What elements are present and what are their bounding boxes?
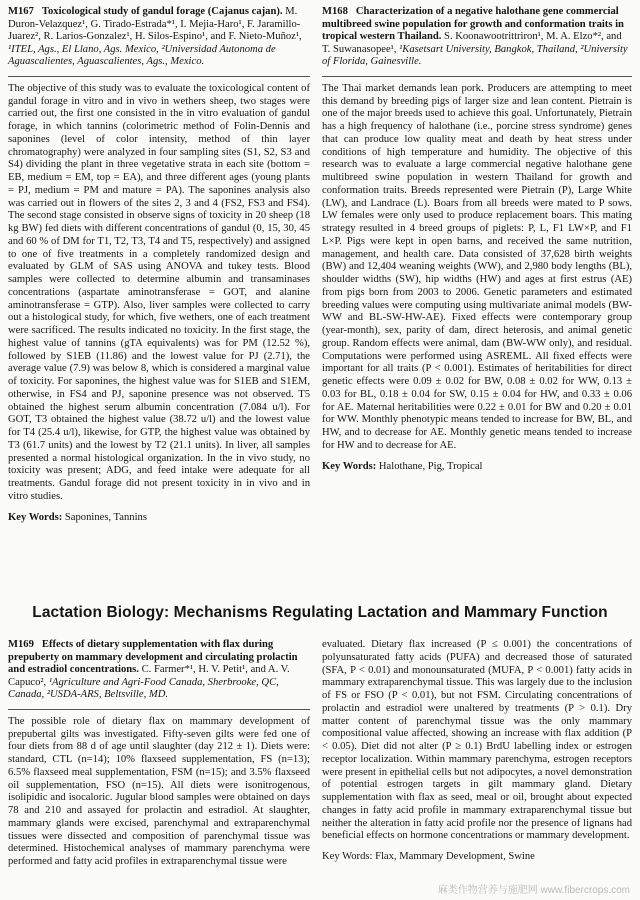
abstract-body: The Thai market demands lean pork. Producers are attempting to meet this demand by breeding pigs of larger size and lean content. Pietrain is one of the major breeds used to achieve this goal. Unfortunately, Pietrain has a high frequency of halothane (i.e., porcine stress syndrome) genes that can produce low quality meat and death by heat stress under conditions of high temperature and humidity. The objective of this research was to evaluate a large commercial negative halothane gene multibreed swine population in western Thailand for growth and conformation traits. Breeds represented were Pietrain (P), Large White (LW), and Landrace (L). Boars from all breeds were mated to P sows. LW females were only used to produce replacement boars. This mating strategy resulted in 4 breed groups of piglets: P, L, F1 LW×P, and F1 L×P. Pigs were kept in open barns, and received the same nutrition, management, and health care. Data consisted of 37,628 birth weights (BW) and 12,404 weaning weights (WW), and 2,980 body lengths (BL), shoulder widths (SW), hip widths (HW) and ages at first estrus (AE) from pigs born from 2003 to 2006. Genetic parameters and estimated breeding values were computing using multivariate animal models (BW-WW and BL-SW-HW-AE). Fixed effects were contemporary group (year-month), sex, parity of dam, direct heterosis, and animal genetic group. Random effects were animal, dam (BW-WW only), and residual. Computations were performed using ASREML. All fixed effects were important for all traits (P < 0.001). Estimates of heritabilities for direct genetic effects were 0.09 ± 0.02 for BW, 0.08 ± 0.02 for WW, 0.13 ± 0.03 for BL, 0.18 ± 0.04 for SW, 0.15 ± 0.04 for HW, and 0.33 ± 0.06 for AE. Maternal heritabilities were 0.22 ± 0.01 for BW and 0.20 ± 0.01 for WW. Monthly phenotypic means tended to increase for BW, BL, and HW, and to decrease for AE. Monthly genetic means tended to increase for HW and to decrease for AE. bbox=[322, 82, 632, 451]
keywords-values: Saponines, Tannins bbox=[64, 511, 147, 523]
section-heading: Lactation Biology: Mechanisms Regulating Lactation and Mammary Function bbox=[32, 604, 608, 621]
keywords-partial: Key Words: Flax, Mammary Development, Swine bbox=[322, 851, 535, 862]
keywords-label: Key Words: bbox=[8, 511, 63, 523]
abstract-affiliation: ¹Kasetsart University, Bangkok, Thailand, ²University of Florida, Gainesville. bbox=[322, 43, 628, 68]
abstract-body-right: evaluated. Dietary flax increased (P ≤ 0.001) the concentrations of polyunsaturated fatty acids (PUFA) and decreased those of saturated (SFA, P < 0.01) and monounsaturated (MUFA, P < 0.001) fatty acids in mammary extraparenchymal tissue. This was largely due to the inclusion of FS or FSO (P < 0.01), but not FSM. Circulating concentrations of prolactin and estradiol were unaltered by treatments (P > 0.1). Dry matter content of parenchymal tissue was the only mammary compositional value affected, showing an increase with flax addition (P < 0.05). Diet did not alter (P ≥ 0.1) BrdU labelling index or estrogen receptor localization. Within mammary parenchyma, estrogen receptors were present in epithelial cells but not adipocytes, a novel demonstration of potential estrogen targets in gilt mammary gland. Dietary supplementation with flax as seed, meal or oil, brought about expected changes in fatty acid profile in mammary extraparenchymal tissue but neither the alteration in fatty acid profile nor the presence of lignans had beneficial effects on hormone concentrations or mammary development. bbox=[322, 639, 632, 842]
abstract-authors: S. Koonawootrittriron¹, M. A. Elzo*², and T. Suwanasopee¹, bbox=[322, 31, 622, 55]
abstract-title: Effects of dietary supplementation with flax during prepuberty on mammary development and circulating prolactin and estradiol concentrations. bbox=[8, 639, 298, 676]
abstract-number: M168 bbox=[322, 6, 348, 17]
abstract-m169 bbox=[8, 639, 310, 869]
abstract-m167 bbox=[8, 6, 310, 523]
keywords-values: Halothane, Pig, Tropical bbox=[378, 460, 483, 472]
abstract-number: M169 bbox=[8, 639, 34, 650]
divider bbox=[8, 709, 310, 710]
abstract-body: The objective of this study was to evaluate the toxicological content of gandul forage in vitro and in vivo in wethers sheep, two stages were carried out, the first one consisted in the in vitro evaluation of gandul forage, in which tannins (colorimetric method of Folin-Dennis and saponines (level of color intensity, method of thin layer chromatography) were analyzed in four sampling sites (S1, S2, S3 and S4) dividing the plant in three vegetative strata in each site (bottom = EB, medium = EM, top = EA), and three different ages (young plants = PJ, medium = PM and mature = PA). The saponines analysis also was carried out in flowers of the sites 2, 3 and 4 (FS2, FS3 and FS4). The second stage consisted in observe signs of toxicity in 20 sheep (18 kg BW) fed diets with different concentrations of gandul (0, 15, 30, 45 and 60 % of DM for T1, T2, T3, T4 and T5, respectively) and assigned to one of five treatments in a completely randomized design and evaluated by GLM of SAS using ANOVA and tukey tests. Blood samples were collected to determine albumin and transaminases concentrations (aspartate aminotransferase = GOT, and alanine aminotransferase = GTP). Also, liver samples were collected to carry out a histological study, for which, five wethers, one of each treatment were sacrificed. The results indicated no toxicity. In the first stage, the highest value of tannins (gTA equivalents) was for PM (12.52 %), followed by S1EB (11.86) and the lowest value for PJ (2.71), the average value (7.9) was below 8, which is considered a marginal value of toxicity. For saponines, the highest value was for S1EB and S1EM, otherwise, in FS4 and PJ, saponine presence was not observed. T5 obtained the highest serum albumin concentration (7.084 u/l). For GOT, T3 obtained the highest value (38.72 u/l) and the lowest value for T4 (25.4 u/l), likewise, for GTP, the highest value was obtained by T3 (61.7 units) and the lowest by T2 (21.1 units). In liver, all samples presented a normal histological organization. In the in vivo study, no toxicity was present; ADG, and feed intake were adequate for all treatments. Gandul forage did not present toxicity in in vivo and in vitro studies. bbox=[8, 82, 310, 502]
abstract-m168 bbox=[322, 6, 632, 472]
abstract-header bbox=[8, 6, 310, 69]
keywords bbox=[322, 461, 632, 472]
keywords-label: Key Words: bbox=[322, 460, 377, 472]
abstract-number: M167 bbox=[8, 6, 34, 17]
divider bbox=[8, 76, 310, 77]
abstract-authors: M. Duron-Velazquez¹, G. Tirado-Estrada*¹, I. Mejia-Haro¹, F. Jaramillo-Juarez², R. Larios-Gonzalez¹, H. Silos-Espino¹, and F. Nieto-Muñoz¹, bbox=[8, 6, 302, 43]
abstract-title: Toxicological study of gandul forage (Cajanus cajan). bbox=[41, 6, 283, 17]
abstract-affiliation: ¹ITEL, Ags., El Llano, Ags. Mexico, ²Universidad Autonoma de Aguascalientes, Aguascalientes, Ags., Mexico. bbox=[8, 43, 276, 68]
abstract-m169-continued bbox=[322, 639, 632, 862]
abstract-header bbox=[322, 6, 632, 69]
abstract-affiliation: ¹Agriculture and Agri-Food Canada, Sherbrooke, QC, Canada, ²USDA-ARS, Beltsville, MD. bbox=[8, 676, 279, 701]
abstract-title: Characterization of a negative halothane gene commercial multibreed swine population for growth and conformation traits in tropical western Thailand. bbox=[322, 6, 624, 43]
watermark: 麻类作物营养与施肥网 www.fibercrops.com bbox=[437, 885, 630, 896]
abstract-body-left: The possible role of dietary flax on mammary development of prepubertal gilts was investigated. Fifty-seven gilts were fed one of four diets from 88 d of age until slaughter (day 212 ± 1). Diets were: standard, CTL (n=14); 10% flaxseed supplementation, FS (n=13); 6.5% flaxseed meal supplementation, FSM (n=15); and 3.5% flaxseed oil supplementation, FSO (n=15). All diets were isonitrogenous, isolipidic and isocaloric. Jugular blood samples were obtained on days 78 and 210 and assayed for prolactin and estradiol. At slaughter, mammary glands were excised, parenchymal and extraparenchymal tissues were dissected and composition of parenchymal tissue was determined. Histochemical analyses of mammary parenchyma were performed and fatty acid profiles in extraparenchymal tissue were bbox=[8, 715, 310, 868]
keywords bbox=[8, 512, 310, 523]
divider bbox=[322, 76, 632, 77]
abstract-authors: C. Farmer*¹, H. V. Petit¹, and A. V. Capuco², bbox=[8, 664, 290, 688]
abstract-header bbox=[8, 639, 310, 702]
